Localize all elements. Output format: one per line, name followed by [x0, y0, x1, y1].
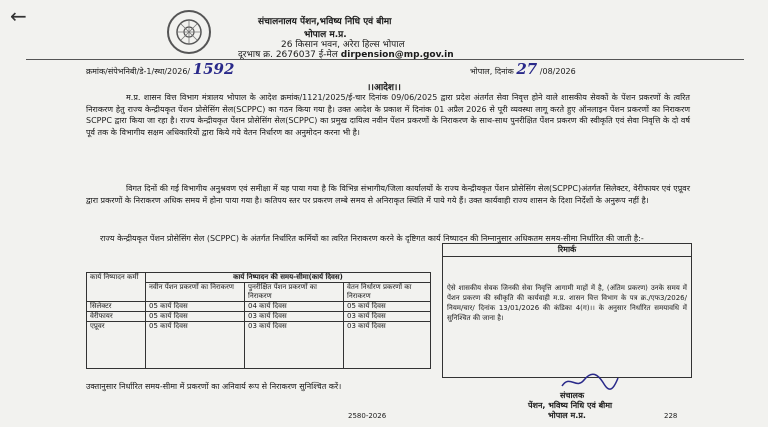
remarks-header: रिमार्क [443, 244, 691, 257]
department-name: संचालनालय पेंशन,भविष्य निधि एवं बीमा [258, 17, 392, 27]
table-row [87, 312, 431, 322]
paragraph-3: राज्य केन्द्रीयकृत पेंशन प्रोसेसिंग सेल (SCPPC) के अंतर्गत निर्धारित कर्मियों का त्वरित निराकरण करने के दृष्टिगत कार्य निष्पादन की निम्नानुसार अधिकतम समय-सीमा निर्धारित की जाती है:- [100, 234, 644, 243]
column-header: पुनरीक्षित पेंशन प्रकरणों का निराकरण [245, 283, 344, 302]
row-role: सिलेक्टर [87, 302, 146, 312]
paragraph-2: विगत दिनों की गई विभागीय अनुश्रवण एवं समीक्षा में यह पाया गया है कि विभिन्न संभागीय/जिला कार्यालयों के राज्य केन्द्रीयकृत पेंशन प्रोसेसिंग सेल(SCPPC)अंतर्गत सिलेक्टर, वेरीफायर एवं एप्रूवर द्वारा प्रकरणों के निराकरण अधिक समय में होना पाया गया है। कतिपय स्तर पर प्रकरण लम्बे समय से अनिराकृत स्थिति में पाये गये हैं। उक्त कार्यवाही राज्य शासन के दिशा निर्देशों के अनुरूप नहीं है। [86, 184, 690, 205]
signature-mark-icon [560, 372, 620, 392]
table-cell: 03 कार्य दिवस [344, 312, 431, 322]
place-date-label: भोपाल, दिनांक [470, 67, 514, 76]
order-number [86, 60, 234, 78]
schedule-table [86, 272, 431, 369]
paragraph-1: म.प्र. शासन वित्त विभाग मंत्रालय भोपाल के आदेश क्रमांक/1121/2025/ई-चार दिनांक 09/06/2025 द्वारा प्रदेश अंतर्गत सेवा निवृत्त होने वाले शासकीय सेवकों के पेंशन प्रकरणों के त्वरित निराकरण हेतु राज्य केन्द्रीयकृत पेंशन प्रोसेसिंग सेल(SCPPC) का गठन किया गया है। उक्त आदेश के प्रकाश में दिनांक 01 अप्रैल 2026 से पूरी व्यवस्था लागू करते हुए ऑनलाइन पेंशन प्रकरणों का निराकरण SCPPC द्वारा किया जा रहा है। राज्य केन्द्रीयकृत पेंशन प्रोसेसिंग सेल(SCPPC) का प्रमुख दायित्व नवीन पेंशन प्रकरणों के निराकरण के साथ-साथ पुनरीक्षित पेंशन प्रकरण की स्वीकृति एवं सेवा निवृत्ति के दो वर्ष पूर्व तक के विभागीय सक्षम अधिकारियों द्वारा किये गये वेतन निर्धारण का अनुमोदन करना भी है। [86, 93, 690, 137]
page-number: 228 [664, 412, 678, 420]
order-date [470, 60, 576, 78]
table-cell: 04 कार्य दिवस [245, 302, 344, 312]
table-cell: 05 कार्य दिवस [146, 312, 245, 322]
row-role: वेरीफायर [87, 312, 146, 322]
header-group: कार्य निष्पादन की समय-सीमा(कार्य दिवस) [146, 273, 431, 283]
state-name: भोपाल म.प्र. [304, 30, 347, 40]
table-cell: 05 कार्य दिवस [146, 322, 245, 369]
order-title: ।।आदेश।। [367, 83, 401, 93]
table-cell: 05 कार्य दिवस [344, 302, 431, 312]
row-role: एप्रूवर [87, 322, 146, 369]
table-cell: 03 कार्य दिवस [344, 322, 431, 369]
office-address: 26 किसान भवन, अरेरा हिल्स भोपाल [281, 40, 405, 50]
header-role: कार्य निष्पादन कर्मी [87, 273, 146, 302]
order-number-prefix: क्रमांक/संपेभनिबी/डे-1/स्था/2026/ [86, 67, 191, 76]
table-cell: 03 कार्य दिवस [245, 312, 344, 322]
remarks-text: ऐसे शासकीय सेवक जिनकी सेवा निवृत्ति आगामी माहों में है, (अंतिम प्रकरण) उनके समय में पेंशन प्रकरण की स्वीकृति की कार्यवाही म.प्र. शासन वित्त विभाग के पत्र क्र./एफ3/2026/नियम/चार/ दिनांक 13/01/2026 की कंडिका 4(ग)।। के अनुसार निर्धारित समयावधि में सुनिश्चित की जाना है। [447, 284, 687, 322]
remarks-box [442, 243, 692, 378]
column-header: नवीन पेंशन प्रकरणों का निराकरण [146, 283, 245, 302]
email-address: dirpension@mp.gov.in [340, 50, 454, 60]
table-row [87, 322, 431, 369]
signatory-title: संचालक [560, 391, 585, 400]
signatory-place: भोपाल म.प्र. [548, 411, 586, 420]
table-cell: 03 कार्य दिवस [245, 322, 344, 369]
phone-label: दूरभाष क्र. 2676037 ई-मेल [238, 50, 338, 60]
signatory-department: पेंशन, भविष्य निधि एवं बीमा [528, 401, 613, 410]
month-year: /08/2026 [539, 67, 576, 76]
closing-instruction: उक्तानुसार निर्धारित समय-सीमा में प्रकरणों का अनिवार्य रूप से निराकरण सुनिश्चित करें। [86, 382, 342, 391]
footer-code: 2580-2026 [348, 412, 387, 420]
table-cell: 05 कार्य दिवस [146, 302, 245, 312]
day-handwritten: 27 [516, 60, 538, 78]
column-header: वेतन निर्धारण प्रकरणों का निराकरण [344, 283, 431, 302]
table-row [87, 302, 431, 312]
state-emblem-icon [167, 10, 211, 54]
order-number-handwritten: 1592 [192, 60, 235, 78]
table-header-row [87, 273, 431, 283]
back-arrow-icon[interactable]: ← [10, 4, 27, 28]
